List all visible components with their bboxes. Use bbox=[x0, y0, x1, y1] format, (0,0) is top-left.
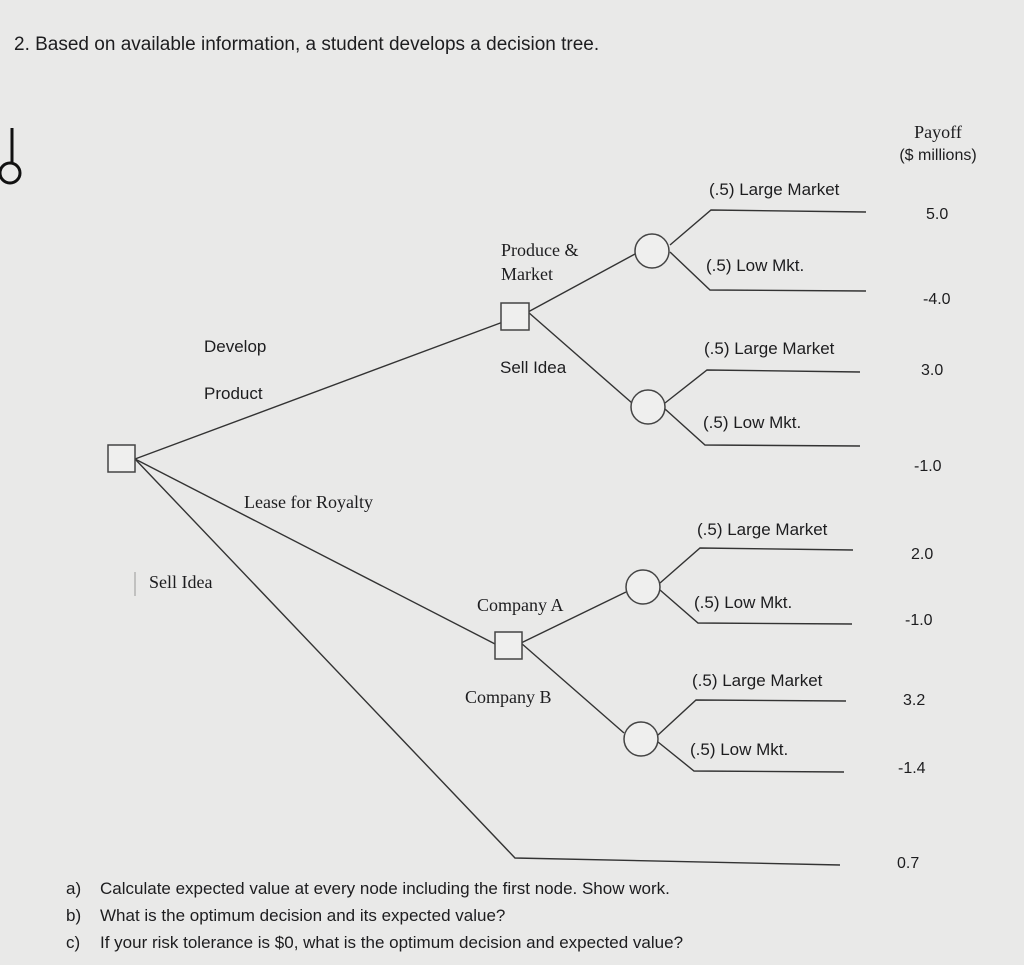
branch-lease-for-royalty bbox=[135, 459, 497, 645]
payoff-value-7: 3.2 bbox=[903, 692, 926, 709]
branch-develop-product bbox=[135, 322, 503, 459]
question-a bbox=[66, 879, 670, 899]
question-b-text: What is the optimum decision and its expected value? bbox=[100, 906, 506, 925]
decision-node-root bbox=[108, 445, 135, 472]
label-product: Product bbox=[204, 384, 263, 403]
label-company-b: Company B bbox=[465, 687, 552, 707]
chance-node-sell-idea bbox=[631, 390, 665, 424]
payoff-value-8: -1.4 bbox=[898, 760, 926, 777]
outcome-label-3: (.5) Large Market bbox=[704, 339, 835, 358]
chance-node-company-a bbox=[626, 570, 660, 604]
outcome-label-8: (.5) Low Mkt. bbox=[690, 740, 789, 759]
outcome-label-4: (.5) Low Mkt. bbox=[703, 413, 802, 432]
question-a-text: Calculate expected value at every node including the first node. Show work. bbox=[100, 879, 670, 898]
payoff-header bbox=[878, 120, 998, 168]
label-produce-and: Produce & bbox=[501, 240, 579, 260]
label-company-a: Company A bbox=[477, 595, 564, 615]
outcome-line-5 bbox=[660, 548, 853, 583]
payoff-header-title: Payoff bbox=[914, 122, 962, 142]
payoff-value-2: -4.0 bbox=[923, 291, 951, 308]
outcome-label-5: (.5) Large Market bbox=[697, 520, 828, 539]
outcome-label-6: (.5) Low Mkt. bbox=[694, 593, 793, 612]
label-market: Market bbox=[501, 264, 553, 284]
decision-node-develop bbox=[501, 303, 529, 330]
label-sell-idea-root: Sell Idea bbox=[149, 572, 213, 592]
outcome-line-3 bbox=[665, 370, 860, 403]
payoff-value-sell-idea: 0.7 bbox=[897, 855, 920, 872]
question-a-letter: a) bbox=[66, 879, 82, 898]
outcome-line-1 bbox=[670, 210, 866, 245]
decision-node-lease bbox=[495, 632, 522, 659]
question-c-letter: c) bbox=[66, 933, 81, 952]
question-c bbox=[66, 933, 683, 953]
outcome-line-7 bbox=[658, 700, 846, 735]
label-sell-idea-sub: Sell Idea bbox=[500, 358, 567, 377]
outcome-label-1: (.5) Large Market bbox=[709, 180, 840, 199]
margin-mark bbox=[0, 128, 20, 183]
payoff-value-1: 5.0 bbox=[926, 206, 949, 223]
label-lease-for-royalty: Lease for Royalty bbox=[244, 492, 373, 512]
question-c-text: If your risk tolerance is $0, what is the optimum decision and expected value? bbox=[100, 933, 684, 952]
label-develop: Develop bbox=[204, 337, 267, 356]
outcome-label-7: (.5) Large Market bbox=[692, 671, 823, 690]
outcome-label-2: (.5) Low Mkt. bbox=[706, 256, 805, 275]
question-b bbox=[66, 906, 505, 926]
payoff-header-units: ($ millions) bbox=[899, 147, 977, 164]
payoff-value-3: 3.0 bbox=[921, 362, 944, 379]
payoff-value-4: -1.0 bbox=[914, 458, 942, 475]
payoff-value-5: 2.0 bbox=[911, 546, 934, 563]
chance-node-company-b bbox=[624, 722, 658, 756]
question-b-letter: b) bbox=[66, 906, 82, 925]
question-title: 2. Based on available information, a student develops a decision tree. bbox=[14, 34, 600, 55]
chance-node-produce bbox=[635, 234, 669, 268]
payoff-value-6: -1.0 bbox=[905, 612, 933, 629]
